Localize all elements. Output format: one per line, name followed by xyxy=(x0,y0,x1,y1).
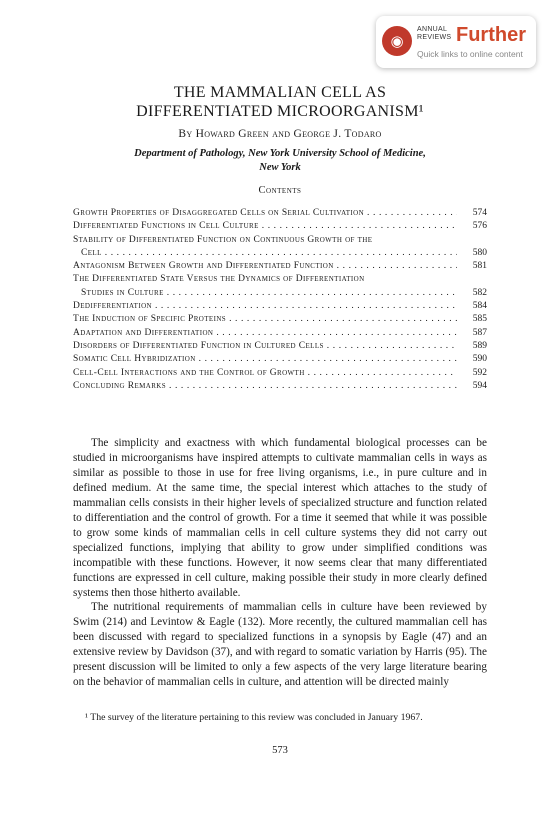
body-paragraph-1: The simplicity and exactness with which fundamental biological processes can be studied in microorganisms have inspired attempts to cultivate mammalian cells in ways as similar as possible to those in use for free living organisms, i.e., in pure culture and in defined medium. At the same time, the special interest which attaches to the study of mammalian cells consists in their higher levels of specialized structure and function related to differentiation and the control of growth. For a time it seemed that while it was possible to grow some kinds of mammalian cells in cell culture systems they did not carry out specialized functions, implying that ability to grow under simplified conditions was incompatible with these functions. However, it now seems clear that many differentiated functions are expressed in cell culture, making possible their study in more clearly defined systems then those hitherto available. xyxy=(73,437,487,599)
toc-label: Growth Properties of Disaggregated Cells on Serial Cultivation . . . xyxy=(73,207,457,220)
toc-row xyxy=(73,234,487,247)
footnote: ¹ The survey of the literature pertaining to this review was concluded in January 1967. xyxy=(85,712,423,723)
toc-label: Stability of Differentiated Function on Continuous Growth of the xyxy=(73,234,373,245)
toc-page: 584 xyxy=(472,301,487,312)
badge-subtitle: Quick links to online content xyxy=(417,49,523,59)
body-paragraph-2: The nutritional requirements of mammalian cells in culture have been reviewed by Swim (214) and Levintow & Eagle (132). More recently, the cultured mammalian cell has been discussed with regard to specialized functions in a synopsis by Eagle (47) and an extensive review by Davidson (37), and with regard to somatic variation by Harris (95). The present discussion will be limited to only a few aspects of the very large literature bearing on the behavior of mammalian cells in culture, and attention will be directed mainly xyxy=(73,601,487,688)
toc-row xyxy=(73,353,487,366)
toc-label: Cell-Cell Interactions and the Control of Growth . . . xyxy=(73,367,457,380)
affiliation-line-1: Department of Pathology, New York University School of Medicine, xyxy=(134,148,426,159)
toc-label: The Differentiated State Versus the Dynamics of Differentiation xyxy=(73,274,365,285)
authors: By Howard Green and George J. Todaro xyxy=(178,128,382,140)
toc-label: Adaptation and Differentiation . . . xyxy=(73,327,457,340)
article-title-line-1: THE MAMMALIAN CELL AS xyxy=(173,84,387,101)
toc-page: 585 xyxy=(472,314,487,325)
annual-reviews-logo-icon: ◉ xyxy=(382,26,412,56)
toc-label: Dedifferentiation . . . xyxy=(73,300,457,313)
toc-row xyxy=(73,313,487,326)
article-title-line-2: DIFFERENTIATED MICROORGANISM¹ xyxy=(136,103,424,120)
toc-label: Cell . . . xyxy=(81,247,457,260)
toc-row xyxy=(73,273,487,286)
toc-row xyxy=(73,260,487,273)
badge-publisher: ANNUAL REVIEWS xyxy=(417,26,452,41)
toc-page: 574 xyxy=(472,208,487,218)
toc-page: 594 xyxy=(472,380,487,391)
toc-row xyxy=(73,380,487,393)
toc-label: Antagonism Between Growth and Differentiated Function . . . xyxy=(73,260,457,273)
table-of-contents xyxy=(73,207,487,393)
toc-row xyxy=(73,220,487,233)
toc-row xyxy=(73,300,487,313)
toc-page: 581 xyxy=(472,261,487,272)
toc-row xyxy=(73,340,487,353)
badge-brand: Further xyxy=(456,24,526,46)
contents-heading: Contents xyxy=(258,185,302,196)
affiliation-line-2: New York xyxy=(259,162,301,173)
toc-label: Differentiated Functions in Cell Culture . . . xyxy=(73,220,457,233)
toc-label: Studies in Culture . . . xyxy=(81,287,457,300)
toc-label: Disorders of Differentiated Function in Cultured Cells . . . xyxy=(73,340,457,353)
toc-row xyxy=(73,247,487,260)
toc-page: 587 xyxy=(472,327,487,338)
toc-row xyxy=(73,207,487,220)
toc-row xyxy=(73,287,487,300)
toc-page: 592 xyxy=(472,367,487,378)
toc-page: 580 xyxy=(472,247,487,258)
toc-label: Somatic Cell Hybridization . . . xyxy=(73,353,457,366)
toc-label: Concluding Remarks . . . xyxy=(73,380,457,393)
page-number: 573 xyxy=(272,745,288,756)
toc-page: 589 xyxy=(472,340,487,351)
further-badge-link[interactable] xyxy=(376,16,536,68)
toc-page: 576 xyxy=(472,221,487,232)
toc-row xyxy=(73,327,487,340)
toc-row xyxy=(73,367,487,380)
toc-page: 590 xyxy=(472,354,487,365)
toc-page: 582 xyxy=(472,287,487,298)
toc-label: The Induction of Specific Proteins . . . xyxy=(73,313,457,326)
